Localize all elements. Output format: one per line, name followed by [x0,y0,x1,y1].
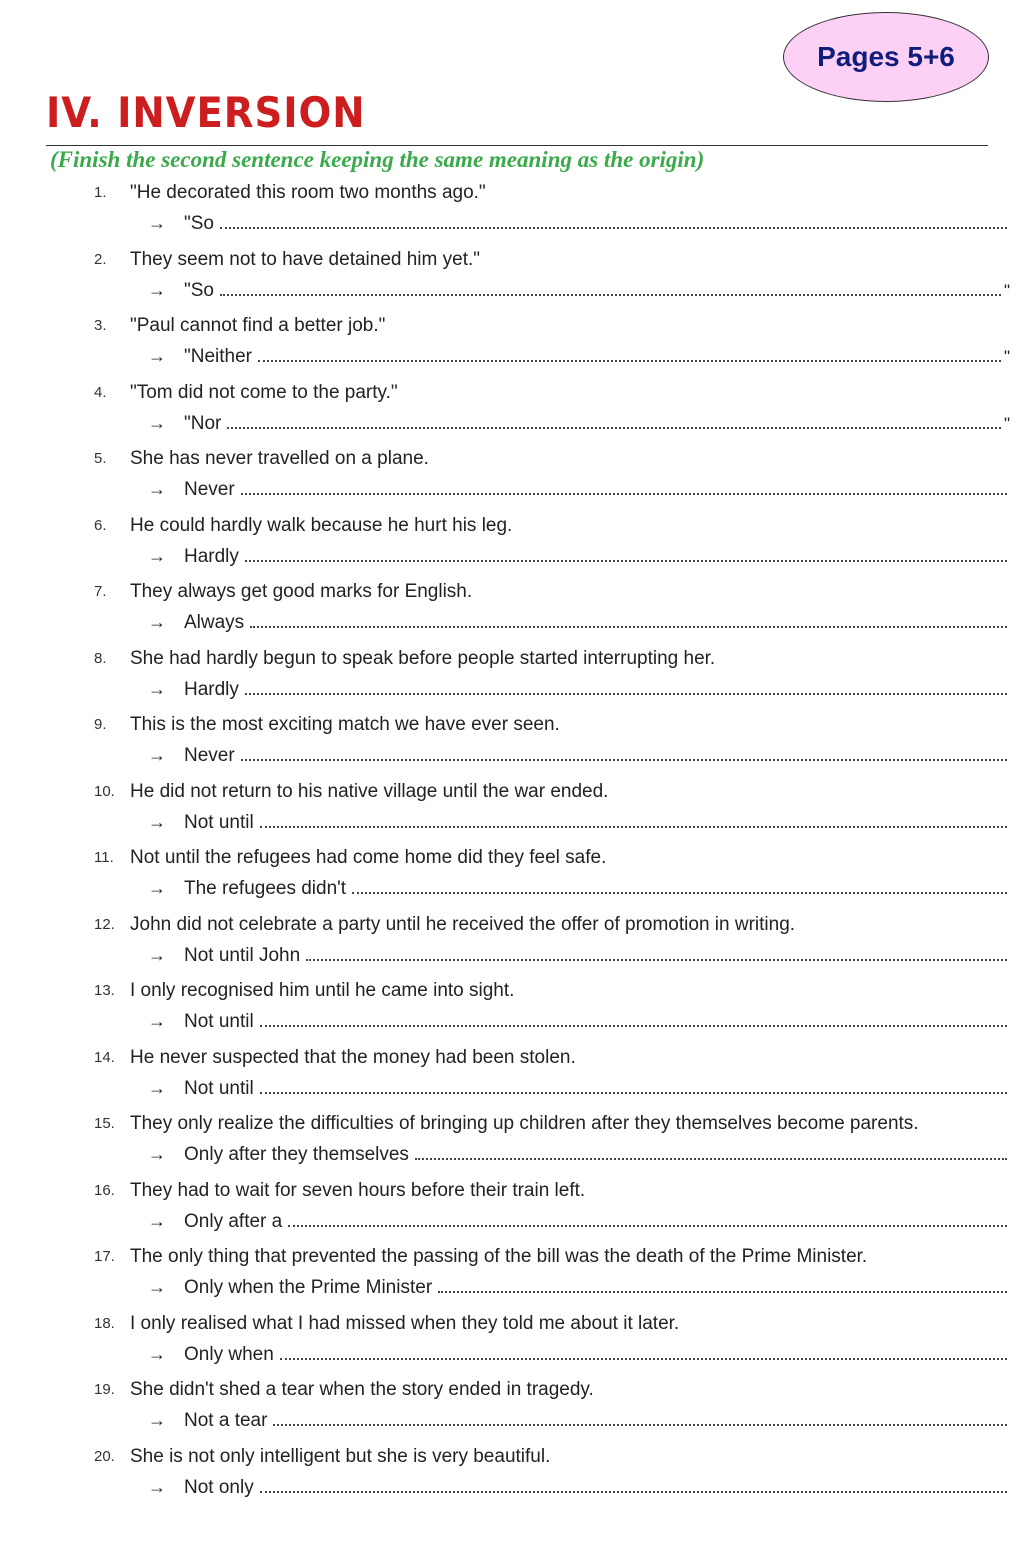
exercise-item [0,1377,1024,1444]
item-sentence: She had hardly begun to speak before people started interrupting her. [130,647,716,669]
answer-prompt: Always [184,612,245,633]
item-number: 3. [94,317,107,334]
item-number: 2. [94,250,107,268]
item-number: 19. [94,1381,115,1398]
arrow-right-icon: → [148,412,166,433]
item-number: 12. [94,915,115,933]
exercise-item [0,912,1024,979]
answer-prompt: Only when the Prime Minister [184,1277,433,1298]
answer-line[interactable] [148,745,1010,767]
answer-blank[interactable] [438,1277,1007,1293]
pages-badge [783,12,989,102]
answer-prompt: Not until [184,811,254,833]
arrow-right-icon: → [148,545,166,566]
answer-blank[interactable] [260,1477,1007,1493]
item-number: 14. [94,1048,115,1066]
arrow-right-icon: → [148,1077,166,1098]
item-sentence: "Tom did not come to the party." [130,381,398,403]
exercise-item [0,579,1024,646]
item-sentence: This is the most exciting match we have ever seen. [130,714,560,735]
answer-line[interactable] [148,612,1010,634]
exercise-item [0,313,1024,380]
exercise-item [0,845,1024,912]
item-sentence: The only thing that prevented the passing of the bill was the death of the Prime Minister. [130,1246,868,1267]
item-sentence: Not until the refugees had come home did they feel safe. [130,847,607,868]
answer-line[interactable] [148,1477,1010,1499]
arrow-right-icon: → [148,479,166,499]
answer-prompt: Not until John [184,944,301,966]
item-sentence: He could hardly walk because he hurt his leg. [130,514,513,536]
arrow-right-icon: → [148,1144,166,1164]
closing-quote: " [1003,280,1010,300]
arrow-right-icon: → [148,1476,166,1497]
answer-line[interactable] [148,1211,1010,1233]
closing-quote: " [1003,413,1010,433]
answer-line[interactable] [148,1277,1010,1299]
item-sentence: They seem not to have detained him yet." [130,248,480,270]
exercise-item [0,1178,1024,1245]
answer-blank[interactable] [241,745,1007,761]
item-number: 9. [94,716,107,733]
item-number: 5. [94,450,107,467]
arrow-right-icon: → [148,213,166,233]
item-number: 16. [94,1181,115,1199]
exercise-item [0,978,1024,1045]
item-sentence: She has never travelled on a plane. [130,448,429,469]
answer-prompt: Not a tear [184,1410,268,1431]
arrow-right-icon: → [148,1210,166,1231]
answer-line[interactable] [148,1011,1010,1033]
answer-blank[interactable] [227,413,1001,429]
exercise-item [0,779,1024,846]
answer-prompt: "Nor [184,412,222,434]
arrow-right-icon: → [148,878,166,898]
answer-prompt: "Neither [184,346,252,367]
item-number: 1. [94,184,107,201]
answer-prompt: Only after a [184,1210,283,1232]
arrow-right-icon: → [148,811,166,832]
item-sentence: They had to wait for seven hours before their train left. [130,1179,586,1201]
arrow-right-icon: → [148,1011,166,1031]
arrow-right-icon: → [148,944,166,965]
item-sentence: They always get good marks for English. [130,581,473,602]
exercise-item [0,712,1024,779]
answer-line[interactable] [148,812,1010,834]
answer-line[interactable] [148,679,1010,701]
exercise-item [0,247,1024,314]
exercise-item [0,180,1024,247]
answer-prompt: Only after they themselves [184,1144,409,1165]
arrow-right-icon: → [148,745,166,765]
answer-line[interactable] [148,413,1010,435]
item-sentence: They only realize the difficulties of bringing up children after they themselves become parents. [130,1113,919,1134]
answer-prompt: "So [184,279,214,301]
answer-line[interactable] [148,878,1010,900]
answer-prompt: Hardly [184,545,239,567]
exercise-item [0,1444,1024,1511]
arrow-right-icon: → [148,1343,166,1364]
answer-prompt: Never [184,745,235,766]
item-number: 17. [94,1248,115,1265]
item-number: 15. [94,1115,115,1132]
exercise-item [0,446,1024,513]
answer-line[interactable] [148,213,1010,235]
answer-blank[interactable] [245,679,1007,695]
exercise-item [0,380,1024,447]
answer-line[interactable] [148,1078,1010,1100]
answer-prompt: The refugees didn't [184,878,347,899]
instruction-text: (Finish the second sentence keeping the same meaning as the origin) [50,147,705,172]
exercise-item [0,646,1024,713]
answer-blank[interactable] [260,1078,1007,1094]
item-number: 8. [94,649,107,667]
answer-blank[interactable] [245,546,1007,562]
pages-label: Pages 5+6 [817,41,955,72]
exercise-item [0,1244,1024,1311]
arrow-right-icon: → [148,1277,166,1297]
item-number: 4. [94,383,107,401]
answer-blank[interactable] [306,945,1007,961]
item-sentence: He never suspected that the money had been stolen. [130,1046,576,1068]
exercise-list [0,180,1024,1510]
arrow-right-icon: → [148,1410,166,1430]
answer-blank[interactable] [260,1011,1007,1027]
answer-blank[interactable] [241,479,1007,495]
exercise-item [0,1045,1024,1112]
answer-line[interactable] [148,479,1010,501]
answer-prompt: "So [184,213,214,234]
item-number: 20. [94,1447,115,1465]
answer-blank[interactable] [288,1211,1007,1227]
exercise-item [0,1111,1024,1178]
answer-line[interactable] [148,280,1010,302]
item-number: 7. [94,583,107,600]
arrow-right-icon: → [148,678,166,699]
closing-quote: " [1003,347,1010,366]
item-sentence: "He decorated this room two months ago." [130,182,486,203]
title-divider [46,145,988,146]
answer-prompt: Not until [184,1077,254,1099]
answer-prompt: Never [184,479,235,500]
item-sentence: I only realised what I had missed when they told me about it later. [130,1312,680,1334]
item-number: 13. [94,982,115,999]
section-title: IV. INVERSION [46,88,366,137]
answer-line[interactable] [148,346,1010,368]
arrow-right-icon: → [148,346,166,366]
answer-blank[interactable] [415,1144,1007,1160]
answer-prompt: Not until [184,1011,254,1032]
item-number: 18. [94,1314,115,1332]
answer-blank[interactable] [258,346,1001,362]
answer-line[interactable] [148,1344,1010,1366]
answer-blank[interactable] [260,812,1007,828]
answer-prompt: Not only [184,1476,254,1498]
answer-blank[interactable] [280,1344,1007,1360]
item-sentence: "Paul cannot find a better job." [130,315,386,336]
answer-line[interactable] [148,1410,1010,1432]
item-sentence: She is not only intelligent but she is very beautiful. [130,1445,551,1467]
item-sentence: She didn't shed a tear when the story ended in tragedy. [130,1379,594,1400]
answer-blank[interactable] [220,280,1001,296]
answer-blank[interactable] [273,1410,1007,1426]
answer-blank[interactable] [352,878,1007,894]
item-sentence: He did not return to his native village until the war ended. [130,780,609,802]
item-number: 6. [94,516,107,534]
arrow-right-icon: → [148,279,166,300]
answer-blank[interactable] [250,612,1007,628]
arrow-right-icon: → [148,612,166,632]
item-sentence: John did not celebrate a party until he received the offer of promotion in writing. [130,913,796,935]
answer-blank[interactable] [220,213,1007,229]
answer-prompt: Only when [184,1343,274,1365]
answer-line[interactable] [148,1144,1010,1166]
exercise-item [0,513,1024,580]
item-number: 11. [94,849,114,866]
answer-line[interactable] [148,546,1010,568]
answer-prompt: Hardly [184,678,239,700]
item-sentence: I only recognised him until he came into sight. [130,980,515,1001]
item-number: 10. [94,782,115,800]
exercise-item [0,1311,1024,1378]
answer-line[interactable] [148,945,1010,967]
